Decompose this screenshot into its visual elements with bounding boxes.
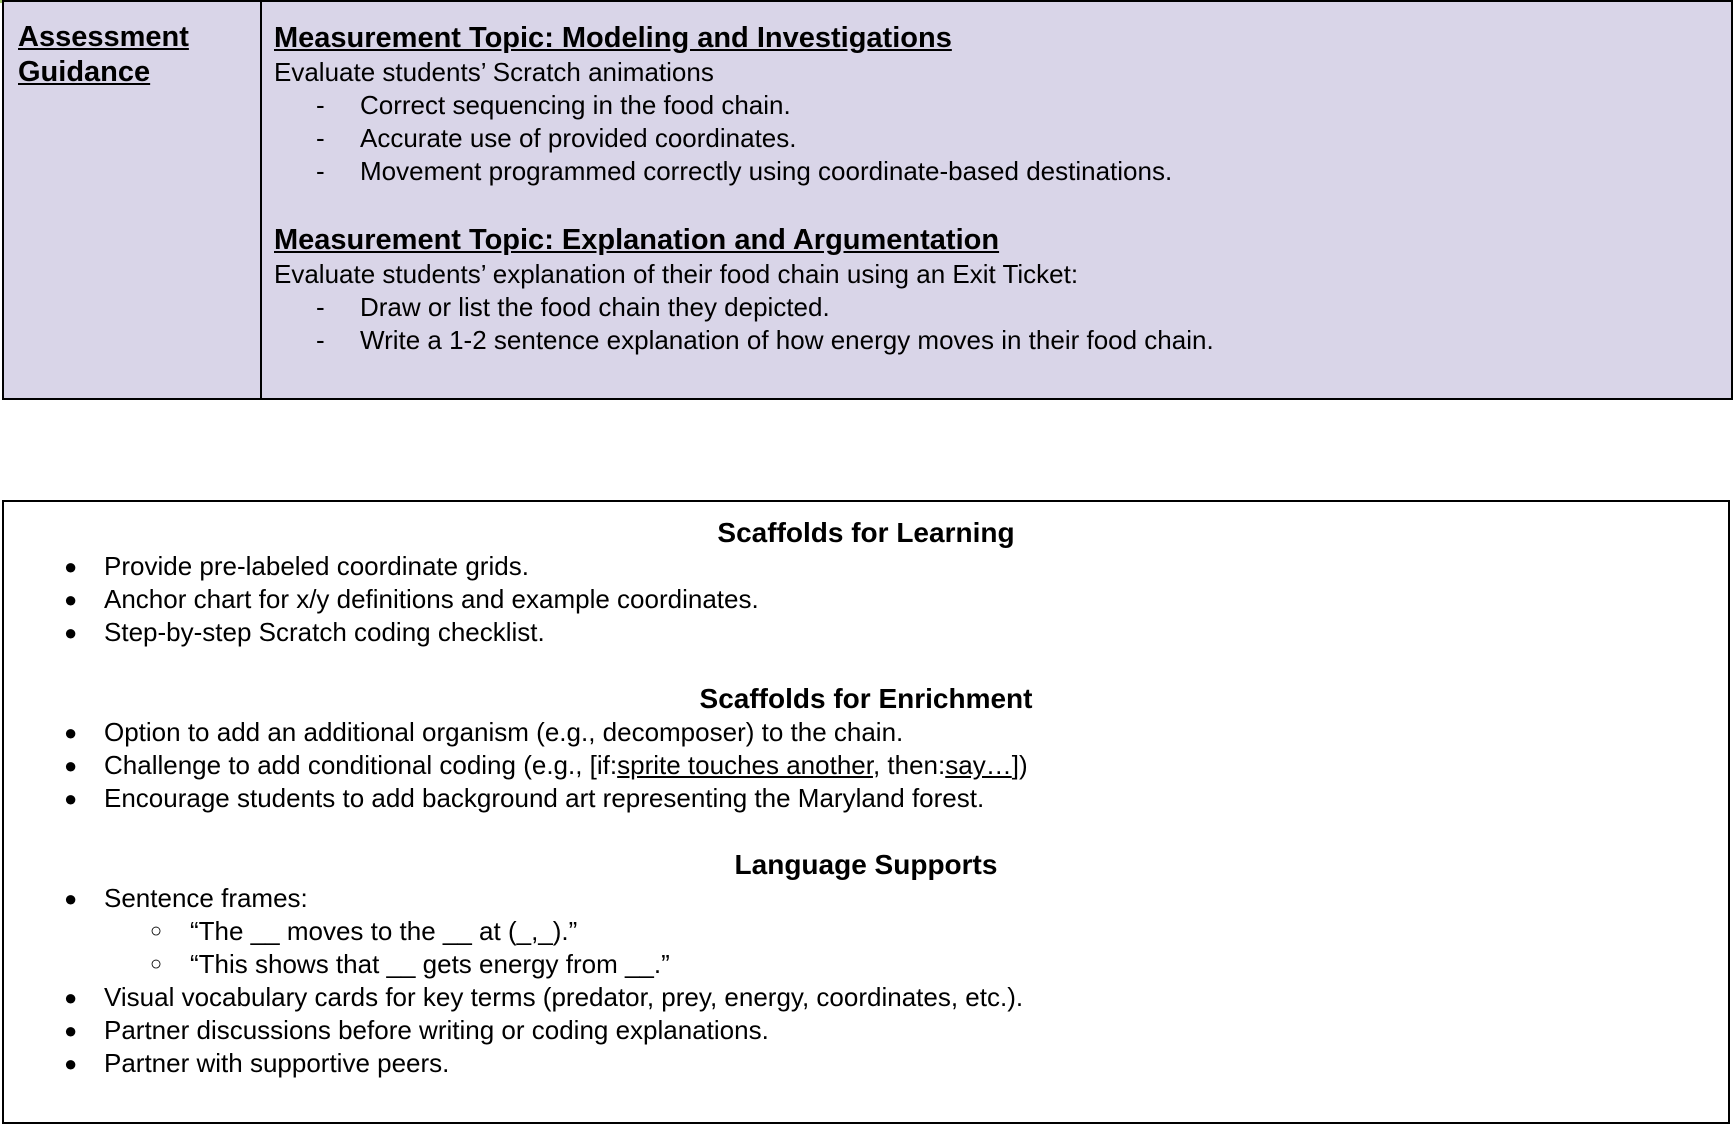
bullet-marker: ● [64,587,78,612]
assessment-label-cell [3,1,261,399]
conditional-example-condition: sprite touches another [617,750,873,780]
bullet-marker: ● [64,1051,78,1076]
modeling-criteria-list [274,89,1731,188]
topic-heading-modeling: Measurement Topic: Modeling and Investigations [274,22,952,54]
scaffolds-enrichment-list [4,716,1728,815]
list-item-text: Step-by-step Scratch coding checklist. [104,617,545,647]
list-item [4,716,1728,749]
language-supports-title: Language Supports [734,849,998,880]
scaffolds-learning-title: Scaffolds for Learning [717,517,1015,548]
list-item [4,915,1728,948]
bullet-marker: ● [64,720,78,745]
list-item [4,616,1728,649]
list-item [4,550,1728,583]
list-item [4,882,1728,915]
list-item-text: Draw or list the food chain they depicted. [360,292,830,322]
list-item-text: Provide pre-labeled coordinate grids. [104,551,529,581]
explanation-criteria-list [274,291,1731,357]
assessment-content-cell [261,1,1732,399]
list-item-text: Accurate use of provided coordinates. [360,123,797,153]
bullet-marker: ● [64,786,78,811]
list-item-text: Correct sequencing in the food chain. [360,90,791,120]
circle-marker: ○ [150,953,163,975]
spacer [4,649,1728,682]
conditional-example-action: say… [945,750,1012,780]
topic-heading-explanation: Measurement Topic: Explanation and Argumentation [274,224,1000,256]
dash-marker: - [316,325,325,355]
spacer [274,188,1731,222]
dash-marker: - [316,90,325,120]
language-supports-list [4,882,1728,915]
list-item-text: Sentence frames: [104,883,308,913]
list-item-text: Challenge to add conditional coding (e.g., [if: [104,750,618,780]
list-item-text: Write a 1-2 sentence explanation of how energy moves in their food chain. [360,325,1214,355]
list-item [4,981,1728,1014]
circle-marker: ○ [150,920,163,942]
list-item-text: “This shows that __ gets energy from __.” [190,949,670,979]
bullet-marker: ● [64,1018,78,1043]
list-item-text: Partner with supportive peers. [104,1048,450,1078]
list-item [4,948,1728,981]
scaffolds-learning-list [4,550,1728,649]
bullet-marker: ● [64,554,78,579]
list-item [274,155,1731,188]
list-item [4,583,1728,616]
bullet-marker: ● [64,620,78,645]
assessment-label-line2: Guidance [18,56,151,88]
table-row [3,1,1732,399]
list-item [274,89,1731,122]
list-item [4,782,1728,815]
list-item [4,749,1728,782]
list-item-text: Option to add an additional organism (e.g., decomposer) to the chain. [104,717,904,747]
dash-marker: - [316,292,325,322]
list-item [4,1014,1728,1047]
spacer [4,815,1728,848]
list-item [274,291,1731,324]
language-supports-list-continued [4,981,1728,1080]
scaffolds-box [2,500,1730,1124]
list-item [274,122,1731,155]
list-item-text: Movement programmed correctly using coordinate-based destinations. [360,156,1173,186]
sentence-frames-list [4,915,1728,981]
list-item [274,324,1731,357]
topic-intro-explanation: Evaluate students’ explanation of their food chain using an Exit Ticket: [274,259,1079,289]
list-item-text: , then: [872,750,946,780]
list-item-text: Anchor chart for x/y definitions and example coordinates. [104,584,759,614]
dash-marker: - [316,123,325,153]
dash-marker: - [316,156,325,186]
topic-intro-modeling: Evaluate students’ Scratch animations [274,57,714,87]
assessment-guidance-table [2,0,1733,400]
list-item-text: Partner discussions before writing or coding explanations. [104,1015,769,1045]
bullet-marker: ● [64,886,78,911]
bullet-marker: ● [64,753,78,778]
bullet-marker: ● [64,985,78,1010]
list-item-text: Visual vocabulary cards for key terms (predator, prey, energy, coordinates, etc.). [104,982,1024,1012]
list-item-text: Encourage students to add background art representing the Maryland forest. [104,783,985,813]
list-item [4,1047,1728,1080]
scaffolds-enrichment-title: Scaffolds for Enrichment [699,683,1033,714]
list-item-text: “The __ moves to the __ at (_,_).” [190,916,578,946]
list-item-text: ]) [1011,750,1028,780]
assessment-label-line1: Assessment [18,21,189,53]
